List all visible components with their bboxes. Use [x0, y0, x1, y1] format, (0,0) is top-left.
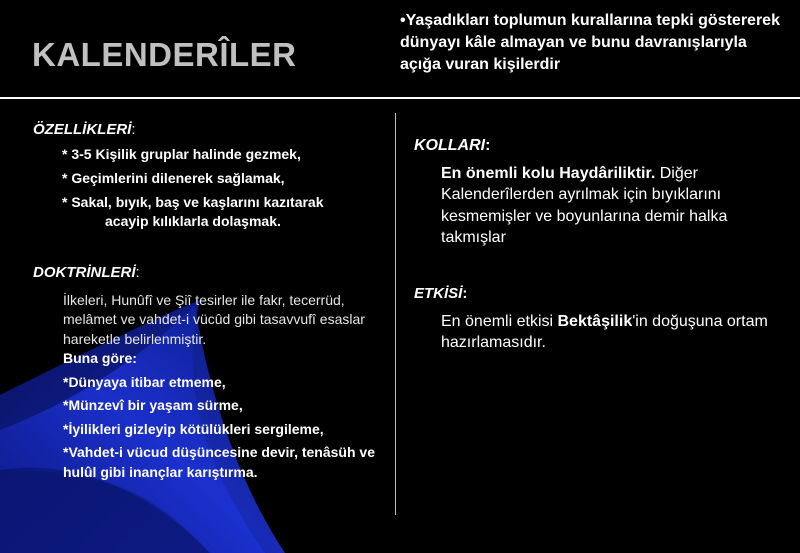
doctrines-intro: İlkeleri, Hunûfî ve Şiî tesirler ile fakr, tecerrüd, melâmet ve vahdet-i vücûd gibi tasavvufî esaslar hareketle belirlenmiştir. — [63, 291, 365, 347]
list-item: *İyilikleri gizleyip kötülükleri sergileme, — [63, 420, 324, 437]
list-item: acayip kılıklarla dolaşmak. — [105, 213, 281, 229]
list-item: *Vahdet-i vücud düşüncesine devir, tenâsüh ve hulûl gibi inançlar karıştırma. — [63, 444, 375, 480]
column-divider — [395, 113, 396, 515]
branches-heading: KOLLARI: — [414, 137, 491, 154]
effect-text: En önemli etkisi Bektâşilik'in doğuşuna ortam hazırlamasıdır. — [441, 312, 768, 351]
effect-heading: ETKİSİ: — [414, 285, 468, 302]
features-heading: ÖZELLİKLERİ: — [33, 121, 136, 138]
doctrines-heading: DOKTRİNLERİ: — [33, 264, 140, 281]
list-item: * Geçimlerini dilenerek sağlamak, — [62, 170, 285, 186]
doctrines-section — [33, 263, 388, 482]
features-list — [62, 145, 388, 231]
features-section — [33, 120, 388, 236]
list-item: *Dünyaya itibar etmeme, — [63, 373, 226, 390]
definition-text: •Yaşadıkları toplumun kurallarına tepki göstererek dünyayı kâle almayan ve bunu davranışlarıyla açığa vuran kişilerdir — [400, 12, 780, 73]
list-item: * 3-5 Kişilik gruplar halinde gezmek, — [62, 146, 301, 162]
doctrines-lead: Buna göre: — [63, 350, 137, 366]
doctrines-list — [63, 373, 388, 483]
effect-section — [414, 283, 784, 354]
slide-title: KALENDERÎLER — [32, 36, 297, 73]
list-item: *Münzevî bir yaşam sürme, — [63, 397, 243, 413]
branches-text: En önemli kolu Haydâriliktir. Diğer Kalenderîlerden ayrılmak için bıyıklarını kesmemişler ve boyunlarına demir halka takmışlar — [441, 164, 728, 246]
header-divider — [0, 97, 800, 99]
list-item: * Sakal, bıyık, baş ve kaşlarını kazıtarak — [62, 194, 324, 210]
branches-section — [414, 135, 784, 249]
